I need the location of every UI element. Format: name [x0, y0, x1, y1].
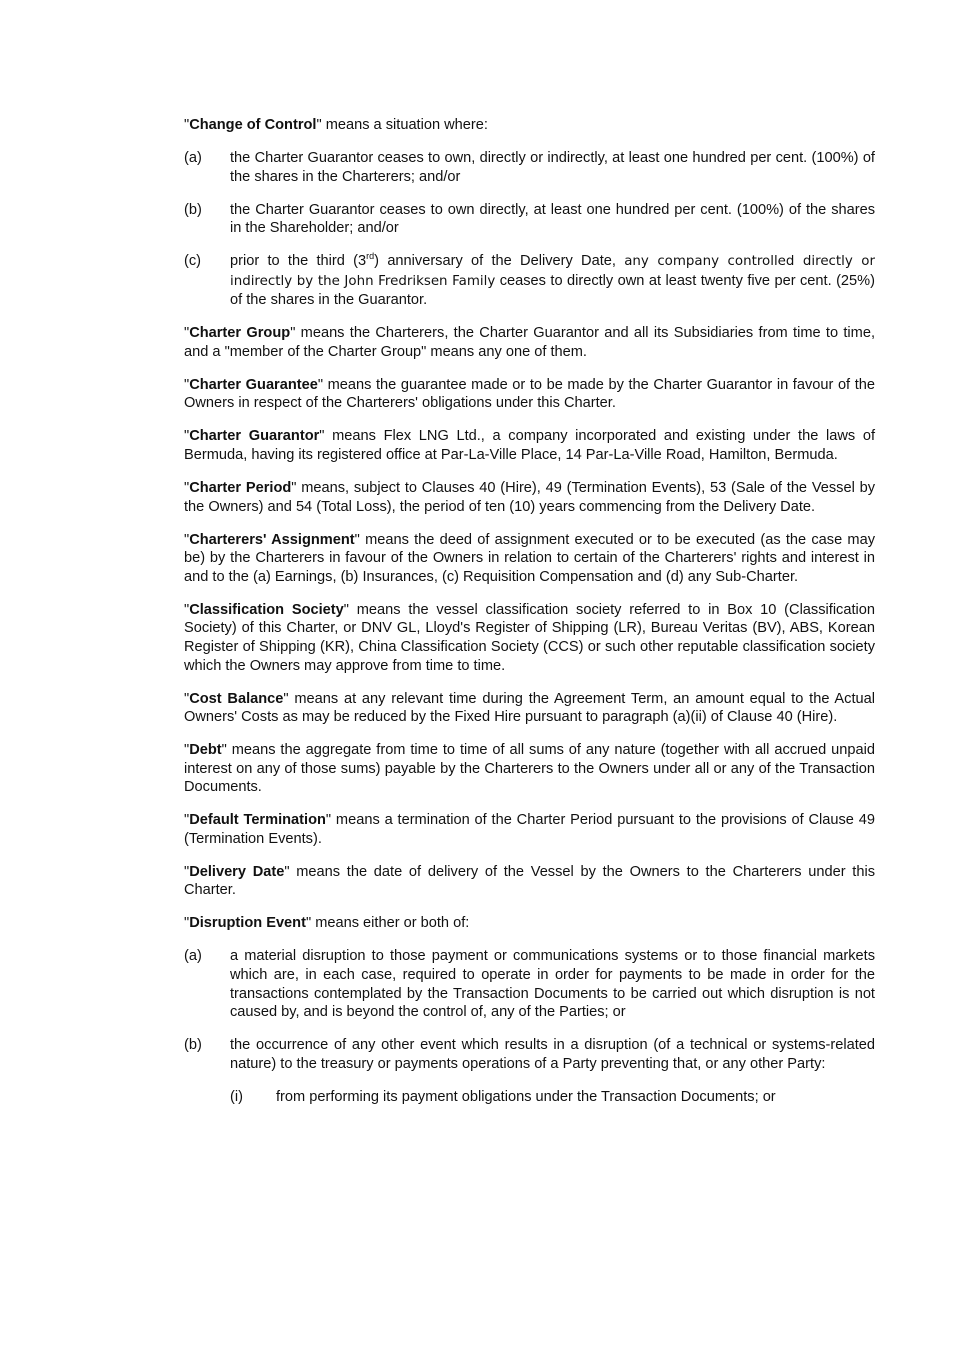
defined-term: Charter Guarantor [189, 428, 320, 445]
defined-term: Charter Period [189, 480, 292, 497]
defined-term: Disruption Event [189, 915, 306, 932]
list-item [184, 1036, 875, 1073]
item-text-mid: ) anniversary of the Delivery Date, [374, 253, 625, 270]
definition-charter-period: "Charter Period" means, subject to Clauses 40 (Hire), 49 (Termination Events), 53 (Sale of the Vessel by the Owners) and 54 (Total Loss), the period of ten (10) years commencing from the Delivery Date. [184, 480, 876, 515]
inserted-text: any company controlled directly or indirectly by the John Fredriksen Family [230, 254, 875, 289]
definition-debt: "Debt" means the aggregate from time to time of all sums of any nature (together with all accrued unpaid interest on any of those sums) payable by the Charterers to the Owners under all or any of the Transaction Documents. [184, 742, 875, 796]
defined-term: Default Termination [189, 812, 326, 829]
defined-term: Cost Balance [189, 690, 284, 707]
definition-text: " means either or both of: [305, 915, 470, 932]
item-label: (b) [184, 1037, 202, 1054]
item-text [230, 253, 875, 308]
definition-text: " means at any relevant time during the Agreement Term, an amount equal to the Actual Owners' Costs as may be reduced by the Fixed Hire pursuant to paragraph (a)(ii) of Clause 40 (Hire). [184, 690, 875, 726]
item-label: (c) [184, 253, 202, 270]
definition-charterers-assignment: "Charterers' Assignment" means the deed of assignment executed or to be executed (as the case may be) by the Charterers in favour of the Owners in relation to certain of the Charterers' rights and interest in and to the (a) Earnings, (b) Insurances, (c) Requisition Compensation and (d) any Sub-Charter. [184, 531, 875, 585]
item-text: a material disruption to those payment or communications systems or to those financial markets which are, in each case, required to operate in order for payments to be made in order for the transactions contemplated by the Transaction Documents to be carried out which disruption is not caused by, and is beyond the control of, any of the Parties; or [230, 948, 875, 1021]
list-item [184, 947, 875, 1021]
definition-text: " means the deed of assignment executed or to be executed (as the case may be) by the Charterers in favour of the Owners in relation to certain of the Charterers' rights and interest in and to the (a) Earnings, (b) Insurances, (c) Requisition Compensation and (d) any Sub-Charter. [184, 531, 875, 585]
definition-change-of-control: "Change of Control" means a situation where: [184, 117, 488, 133]
definition-default-termination: "Default Termination" means a termination of the Charter Period pursuant to the provisions of Clause 49 (Termination Events). [184, 812, 875, 847]
definition-charter-group: "Charter Group" means the Charterers, the Charter Guarantor and all its Subsidiaries from time to time, and a "member of the Charter Group" means any one of them. [184, 325, 876, 360]
sub-list-item [184, 1088, 875, 1107]
document-body [184, 116, 875, 1121]
definition-text: " means the Charterers, the Charter Guarantor and all its Subsidiaries from time to time, and a "member of the Charter Group" means any one of them. [184, 325, 876, 360]
definition-text: " means the guarantee made or to be made by the Charter Guarantor in favour of the Owners in respect of the Charterers' obligations under this Charter. [184, 376, 875, 412]
definition-delivery-date: "Delivery Date" means the date of delivery of the Vessel by the Owners to the Charterers under this Charter. [184, 863, 875, 899]
defined-term: Delivery Date [189, 863, 285, 880]
definition-text: " means a situation where: [316, 117, 488, 133]
item-text: the occurrence of any other event which results in a disruption (of a technical or systems-related nature) to the treasury or payments operations of a Party preventing that, or any other Party: [230, 1037, 875, 1072]
defined-term: Charterers' Assignment [189, 531, 355, 548]
definition-cost-balance: "Cost Balance" means at any relevant time during the Agreement Term, an amount equal to the Actual Owners' Costs as may be reduced by the Fixed Hire pursuant to paragraph (a)(ii) of Clause 40 (Hire). [184, 690, 875, 726]
definition-charter-guarantor: "Charter Guarantor" means Flex LNG Ltd., a company incorporated and existing under the laws of Bermuda, having its registered office at Par-La-Ville Place, 14 Par-La-Ville Road, Hamilton, Bermuda. [184, 428, 875, 464]
definition-text: " means the date of delivery of the Vessel by the Owners to the Charterers under this Charter. [184, 863, 875, 899]
defined-term: Charter Group [189, 325, 291, 342]
definition-text: " means Flex LNG Ltd., a company incorporated and existing under the laws of Bermuda, having its registered office at Par-La-Ville Place, 14 Par-La-Ville Road, Hamilton, Bermuda. [184, 428, 875, 464]
definition-text: " means the vessel classification society referred to in Box 10 (Classification Society) of this Charter, or DNV GL, Lloyd's Register of Shipping (LR), Bureau Veritas (BV), ABS, Korean Register of Shipping (KR), China Classification Society (CCS) or such other reputable classification society which the Owners may approve from time to time. [184, 601, 876, 674]
item-label: (a) [184, 948, 202, 965]
item-text: the Charter Guarantor ceases to own directly, at least one hundred per cent. (100%) of the shares in the Shareholder; and/or [230, 201, 875, 237]
definition-classification-society: "Classification Society" means the vessel classification society referred to in Box 10 (Classification Society) of this Charter, or DNV GL, Lloyd's Register of Shipping (LR), Bureau Veritas (BV), ABS, Korean Register of Shipping (KR), China Classification Society (CCS) or such other reputable classification society which the Owners may approve from time to time. [184, 601, 876, 674]
defined-term: Debt [189, 742, 222, 759]
defined-term: Classification Society [189, 601, 344, 618]
definition-text: " means a termination of the Charter Period pursuant to the provisions of Clause 49 (Termination Events). [184, 812, 875, 847]
item-text: the Charter Guarantor ceases to own, directly or indirectly, at least one hundred per cent. (100%) of the shares in the Charterers; and/or [230, 149, 875, 185]
list-item [184, 252, 875, 310]
list-item [184, 149, 875, 186]
definition-disruption-event: "Disruption Event" means either or both of: [184, 915, 470, 932]
definition-text: " means, subject to Clauses 40 (Hire), 49 (Termination Events), 53 (Sale of the Vessel by the Owners) and 54 (Total Loss), the period of ten (10) years commencing from the Delivery Date. [184, 480, 876, 515]
list-item [184, 201, 875, 238]
item-label: (a) [184, 149, 202, 166]
defined-term: Charter Guarantee [189, 376, 318, 393]
item-text: from performing its payment obligations under the Transaction Documents; or [276, 1088, 776, 1105]
defined-term: Change of Control [189, 117, 317, 133]
ordinal-suffix: rd [366, 251, 375, 262]
definition-charter-guarantee: "Charter Guarantee" means the guarantee made or to be made by the Charter Guarantor in favour of the Owners in respect of the Charterers' obligations under this Charter. [184, 376, 875, 412]
item-text-post: ceases to directly own at least twenty five per cent. (25%) of the shares in the Guarantor. [230, 272, 875, 309]
item-text-pre: prior to the third (3 [230, 253, 367, 270]
definition-text: " means the aggregate from time to time of all sums of any nature (together with all accrued unpaid interest on any of those sums) payable by the Charterers to the Owners under all or any of the Transaction Documents. [184, 742, 875, 796]
item-label: (i) [230, 1088, 243, 1105]
item-label: (b) [184, 201, 202, 218]
